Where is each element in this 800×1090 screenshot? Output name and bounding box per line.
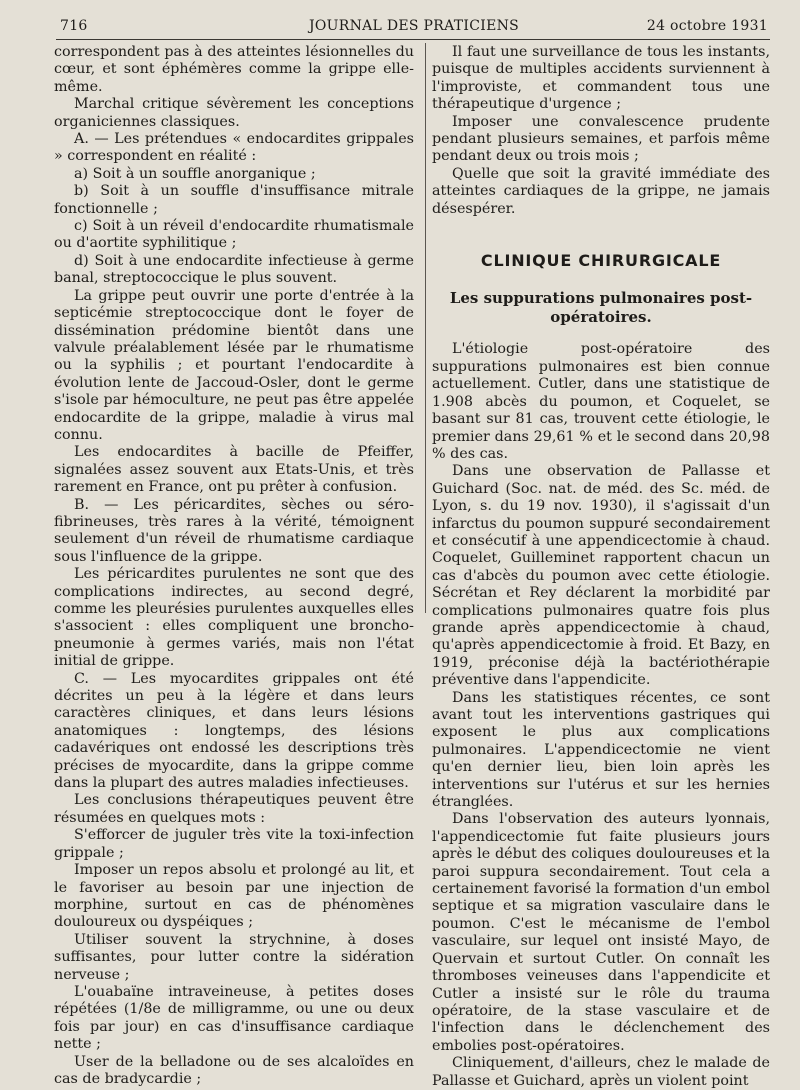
paragraph: Les conclusions thérapeutiques peuvent être résumées en quelques mots :: [54, 792, 414, 826]
paragraph: correspondent pas à des atteintes lésionnelles du cœur, et sont éphémères comme la grippe elle-même.: [54, 44, 414, 95]
paragraph: User de la belladone ou de ses alcaloïdes en cas de bradycardie ;: [54, 1053, 414, 1087]
paragraph: B. — Les péricardites, sèches ou séro-fibrineuses, très rares à la vérité, témoignent seulement d'un réveil de rhumatisme cardiaque sous l'influence de la grippe.: [54, 496, 414, 565]
paragraph: Imposer une convalescence prudente pendant plusieurs semaines, et parfois même pendant deux ou trois mois ;: [432, 113, 770, 165]
paragraph: Imposer un repos absolu et prolongé au lit, et le favoriser au besoin par une injection de morphine, surtout en cas de phénomènes douloureux ou dyspéiques ;: [54, 862, 414, 931]
article-title: Les suppurations pulmonaires post-opératoires.: [449, 289, 753, 327]
paragraph: b) Soit à un souffle d'insuffisance mitrale fonctionnelle ;: [54, 183, 414, 217]
left-column: [54, 44, 414, 1088]
paragraph: C. — Les myocardites grippales ont été décrites un peu à la légère et dans leurs caractères cliniques, et dans leurs lésions anatomiques : longtemps, des lésions cadavériques ont endossé les descriptions très précises de myocardite, dans la grippe comme dans la plupart des autres maladies infectieuses.: [54, 670, 414, 792]
paragraph: Les endocardites à bacille de Pfeiffer, signalées assez souvent aux Etats-Unis, et très rarement en France, ont pu prêter à confusion.: [54, 444, 414, 496]
page-number: 716: [60, 18, 88, 34]
issue-date: 24 octobre 1931: [646, 18, 768, 34]
paragraph: Dans une observation de Pallasse et Guichard (Soc. nat. de méd. des Sc. méd. de Lyon, s. du 19 nov. 1930), il s'agissait d'un infarctus du poumon suppuré secondairement et consécutif à une appendicectomie à chaud. Coquelet, Guilleminet rapportent chacun un cas d'abcès du poumon avec cette étiologie. Sécrétan et Rey déclarent la morbidité par complications pulmonaires quatre fois plus grande après appendicectomie à chaud, qu'après appendicectomie à froid. Et Bazy, en 1919, préconise déjà la bactériothérapie préventive dans l'appendicite.: [432, 463, 770, 689]
running-header: [60, 14, 768, 38]
header-rule: [56, 39, 770, 40]
paragraph: Dans les statistiques récentes, ce sont avant tout les interventions gastriques qui exposent le plus aux complications pulmonaires. L'appendicectomie ne vient qu'en dernier lieu, bien loin après les interventions sur l'utérus et sur les hernies étranglées.: [432, 689, 770, 811]
journal-title: JOURNAL DES PRATICIENS: [308, 18, 520, 34]
paragraph: A. — Les prétendues « endocardites grippales » correspondent en réalité :: [54, 131, 414, 165]
paragraph: d) Soit à une endocardite infectieuse à germe banal, streptococcique le plus souvent.: [54, 252, 414, 287]
paragraph: c) Soit à un réveil d'endocardite rhumatismale ou d'aortite syphilitique ;: [54, 218, 414, 252]
paragraph: Cliniquement, d'ailleurs, chez le malade de Pallasse et Guichard, après un violent point: [432, 1055, 770, 1089]
paragraph: Dans l'observation des auteurs lyonnais, l'appendicectomie fut faite plusieurs jours après le début des coliques douloureuses et la paroi suppura secondairement. Tout cela a certainement favorisé la formation d'un embol septique et sa migration vasculaire dans le poumon. C'est le mécanisme de l'embol vasculaire, sur lequel ont insisté Mayo, de Quervain et surtout Cutler. On connaît les thromboses veineuses dans l'appendicite et Cutler a insisté sur le rôle du trauma opératoire, de la stase vasculaire et de l'infection dans le déclenchement des embolies post-opératoires.: [432, 811, 770, 1054]
paragraph: Il faut une surveillance de tous les instants, puisque de multiples accidents surviennent à l'improviste, et commandent tous une thérapeutique d'urgence ;: [432, 44, 770, 113]
paragraph: Marchal critique sévèrement les conceptions organiciennes classiques.: [54, 96, 414, 130]
section-heading: CLINIQUE CHIRURGICALE: [480, 251, 722, 271]
paragraph: Les péricardites purulentes ne sont que des complications indirectes, au second degré, comme les pleurésies purulentes auxquelles elles s'associent : elles compliquent une broncho-pneumonie à germes variés, mais non l'état initial de grippe.: [54, 566, 414, 670]
paragraph: La grippe peut ouvrir une porte d'entrée à la septicémie streptococcique dont le foyer de dissémination prédomine bientôt dans une valvule préalablement lésée par le rhumatisme ou la syphilis ; et pourtant l'endocardite à évolution lente de Jaccoud-Osler, dont le germe s'isole par hémoculture, ne peut pas être appelée endocardite de la grippe, maladie à virus mal connu.: [54, 287, 414, 443]
paragraph: Utiliser souvent la strychnine, à doses suffisantes, pour lutter contre la sidération nerveuse ;: [54, 931, 414, 983]
column-rule: [425, 43, 426, 613]
paragraph: L'ouabaïne intraveineuse, à petites doses répétées (1/8e de milligramme, ou une ou deux fois par jour) en cas d'insuffisance cardiaque nette ;: [54, 983, 414, 1053]
paragraph: Quelle que soit la gravité immédiate des atteintes cardiaques de la grippe, ne jamais désespérer.: [432, 165, 770, 217]
paragraph: S'efforcer de juguler très vite la toxi-infection grippale ;: [54, 827, 414, 861]
paragraph: L'étiologie post-opératoire des suppurations pulmonaires est bien connue actuellement. Cutler, dans une statistique de 1.908 abcès du poumon, et Coquelet, se basant sur 81 cas, trouvent cette étiologie, le premier dans 29,61 % et le second dans 20,98 % des cas.: [432, 341, 770, 462]
paragraph: a) Soit à un souffle anorganique ;: [74, 165, 316, 182]
right-column: [432, 44, 770, 1090]
